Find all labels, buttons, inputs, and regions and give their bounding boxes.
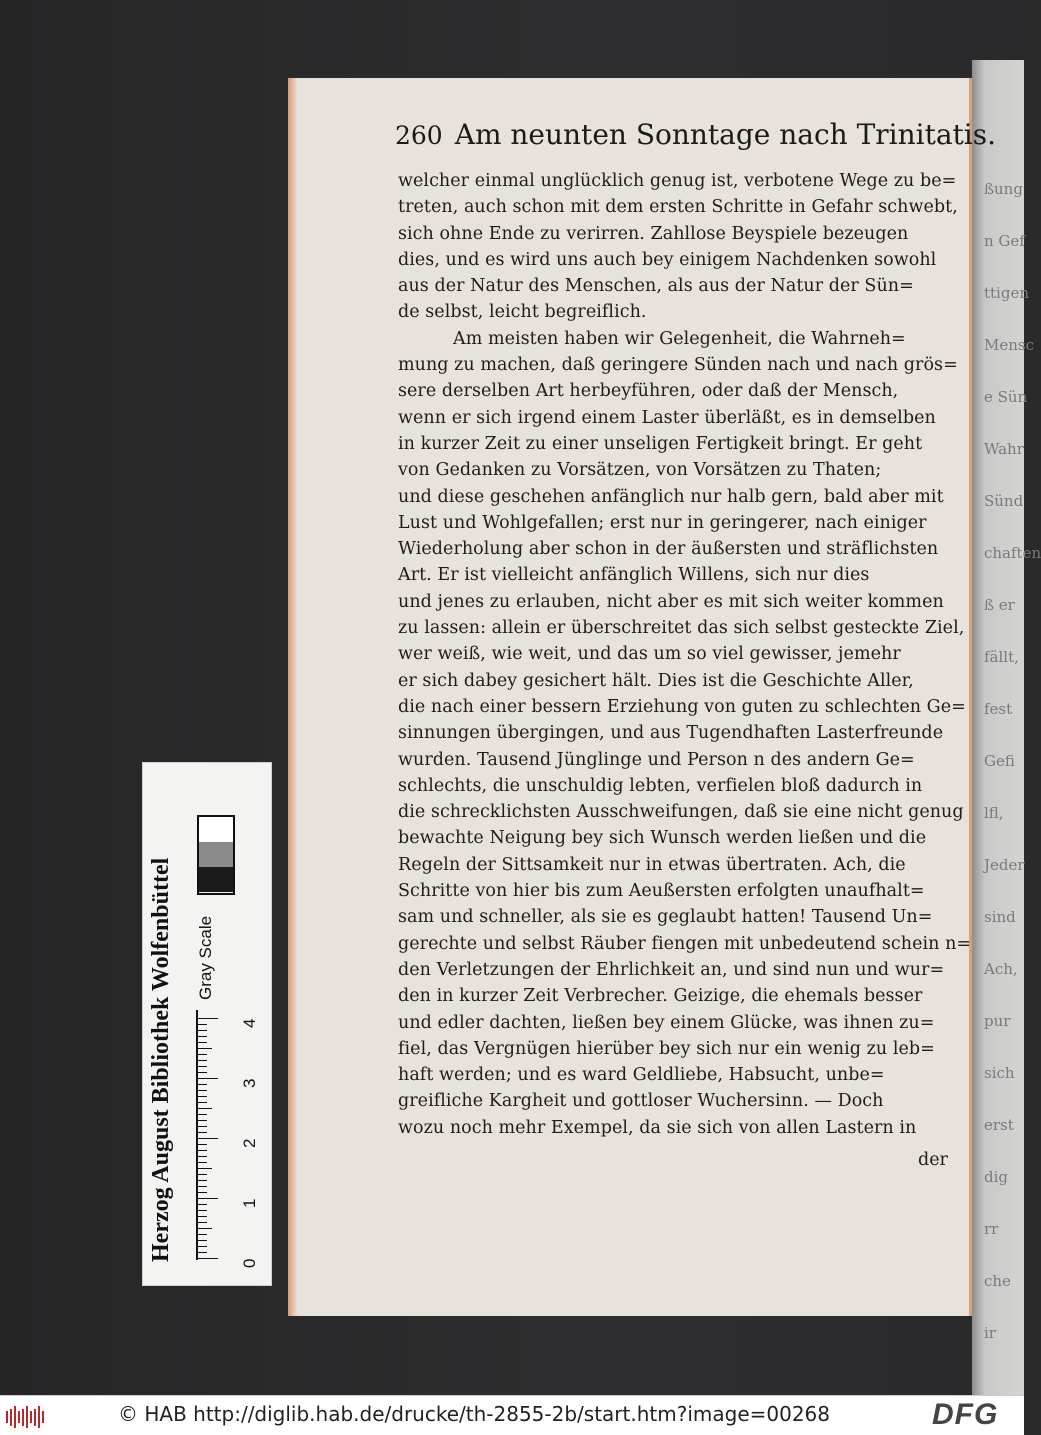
bleed-text: sich <box>984 1064 1015 1082</box>
text-line: zu lassen: allein er überschreitet das sich selbst gesteckte Ziel, <box>398 618 965 639</box>
text-line: haft werden; und es ward Geldliebe, Habsucht, unbe= <box>398 1065 885 1086</box>
ruler-number: 0 <box>240 1258 259 1268</box>
bleed-text: Mensc <box>984 336 1034 354</box>
ruler-tick <box>198 1018 218 1019</box>
ruler-tick <box>198 1024 207 1025</box>
ruler-tick <box>198 1072 207 1073</box>
text-line: Wiederholung aber schon in der äußersten und sträflichsten <box>398 539 939 560</box>
ruler-tick <box>198 1078 218 1079</box>
body-text <box>398 168 972 1141</box>
bleed-text: ir <box>984 1324 996 1342</box>
text-line: wenn er sich irgend einem Laster überläßt, es in demselben <box>398 407 936 428</box>
bleed-text: ttigen <box>984 284 1029 302</box>
ruler-tick <box>198 1138 218 1139</box>
library-label: Herzog August Bibliothek Wolfenbüttel <box>148 857 174 1262</box>
text-line: den Verletzungen der Ehrlichkeit an, und sind nun und wur= <box>398 959 945 980</box>
bleed-text: n Gef <box>984 232 1025 250</box>
text-line: von Gedanken zu Vorsätzen, von Vorsätzen zu Thaten; <box>398 460 882 481</box>
dfg-logo: DFG <box>932 1398 999 1431</box>
ruler-tick <box>198 1222 207 1223</box>
text-line: fiel, das Vergnügen hierüber bey sich nur ein wenig zu leb= <box>398 1038 935 1059</box>
adjacent-page <box>972 60 1041 1395</box>
ruler <box>196 1010 220 1260</box>
text-line: Lust und Wohlgefallen; erst nur in geringerer, nach einiger <box>398 512 927 533</box>
ruler-tick <box>198 1084 207 1085</box>
text-line: sich ohne Ende zu verirren. Zahllose Beyspiele bezeugen <box>398 223 909 244</box>
ruler-tick <box>198 1150 207 1151</box>
ruler-tick <box>198 1108 212 1109</box>
text-line: gerechte und selbst Räuber fiengen mit unbedeutend schein n= <box>398 933 972 954</box>
gray-swatch <box>199 867 233 892</box>
footer-bar <box>0 1395 1024 1435</box>
ruler-number: 4 <box>240 1018 259 1028</box>
text-line: und edler dachten, ließen bey einem Glücke, was ihnen zu= <box>398 1012 935 1033</box>
ruler-tick <box>198 1132 207 1133</box>
bleed-text: rr <box>984 1220 999 1238</box>
text-line: wurden. Tausend Jünglinge und Person n des andern Ge= <box>398 749 915 770</box>
text-line: bewachte Neigung bey sich Wunsch werden ließen und die <box>398 828 927 849</box>
ruler-tick <box>198 1030 207 1031</box>
text-line: in kurzer Zeit zu einer unseligen Fertigkeit bringt. Er geht <box>398 433 923 454</box>
text-line: de selbst, leicht begreiflich. <box>398 302 647 323</box>
ruler-tick <box>198 1120 207 1121</box>
ruler-tick <box>198 1210 207 1211</box>
ruler-tick <box>198 1090 207 1091</box>
ruler-tick <box>198 1060 207 1061</box>
ruler-tick <box>198 1042 207 1043</box>
text-line: dies, und es wird uns auch bey einigem Nachdenken sowohl <box>398 249 937 270</box>
ruler-tick <box>198 1144 207 1145</box>
text-line: wer weiß, wie weit, und das um so viel gewisser, jemehr <box>398 644 901 665</box>
ruler-tick <box>198 1180 207 1181</box>
bleed-text: Jeder <box>984 856 1025 874</box>
ruler-tick <box>198 1066 207 1067</box>
ruler-tick <box>198 1102 207 1103</box>
catchword: der <box>918 1150 948 1170</box>
ruler-tick <box>198 1174 207 1175</box>
ruler-tick <box>198 1228 212 1229</box>
text-line: aus der Natur des Menschen, als aus der Natur der Sün= <box>398 276 914 297</box>
text-line: und diese geschehen anfänglich nur halb gern, bald aber mit <box>398 486 944 507</box>
bleed-text: ß er <box>984 596 1015 614</box>
ruler-number: 2 <box>240 1138 259 1148</box>
page-title: Am neunten Sonntage nach Trinitatis. <box>454 118 997 151</box>
ruler-tick <box>198 1156 207 1157</box>
ruler-tick <box>198 1198 218 1199</box>
bleed-text: chaften <box>984 544 1041 562</box>
text-line: sam und schneller, als sie es geglaubt hatten! Tausend Un= <box>398 907 933 928</box>
ruler-tick <box>198 1246 207 1247</box>
text-line: die schrecklichsten Ausschweifungen, daß sie eine nicht genug <box>398 802 964 823</box>
text-line: Art. Er ist vielleicht anfänglich Willens, sich nur dies <box>398 565 870 586</box>
footer-link[interactable]: © HAB http://diglib.hab.de/drucke/th-2855-2b/start.htm?image=00268 <box>118 1402 831 1426</box>
ruler-tick <box>198 1192 207 1193</box>
ruler-tick <box>198 1234 207 1235</box>
ruler-tick <box>198 1036 207 1037</box>
bleed-text: lfl, <box>984 804 1004 822</box>
ruler-tick <box>198 1240 207 1241</box>
ruler-tick <box>198 1048 212 1049</box>
page-edge <box>288 78 298 1316</box>
ruler-tick <box>198 1216 207 1217</box>
ruler-tick <box>198 1252 207 1253</box>
gray-swatch <box>199 817 233 842</box>
text-line: mung zu machen, daß geringere Sünden nach und nach grös= <box>398 355 958 376</box>
ruler-tick <box>198 1162 207 1163</box>
ruler-tick <box>198 1168 212 1169</box>
ruler-tick <box>198 1186 207 1187</box>
page-number: 260 <box>395 121 443 150</box>
text-line: sere derselben Art herbeyführen, oder daß der Mensch, <box>398 381 899 402</box>
bleed-text: Sünd <box>984 492 1024 510</box>
bleed-text: erst <box>984 1116 1014 1134</box>
gray-scale-label: Gray Scale <box>196 915 215 1000</box>
text-line: den in kurzer Zeit Verbrecher. Geizige, die ehemals besser <box>398 986 923 1007</box>
bleed-text: ßung <box>984 180 1023 198</box>
hab-logo-icon <box>6 1402 50 1430</box>
text-line: Am meisten haben wir Gelegenheit, die Wahrneh= <box>453 328 906 349</box>
text-line: greifliche Kargheit und gottloser Wuchersinn. — Doch <box>398 1091 884 1112</box>
bleed-text: dig <box>984 1168 1009 1186</box>
bleed-text: Gefi <box>984 752 1015 770</box>
bleed-text: Ach, <box>984 960 1018 978</box>
ruler-tick <box>198 1096 207 1097</box>
ruler-tick <box>198 1114 207 1115</box>
bleed-text: fällt, <box>984 648 1019 666</box>
bleed-text: sind <box>984 908 1016 926</box>
text-line: schlechts, die unschuldig lebten, verfielen bloß dadurch in <box>398 775 923 796</box>
text-line: sinnungen übergingen, und aus Tugendhaften Lasterfreunde <box>398 723 944 744</box>
ruler-tick <box>198 1204 207 1205</box>
bleed-text: pur <box>984 1012 1011 1030</box>
ruler-number: 1 <box>240 1198 259 1208</box>
bleed-text: e Sün <box>984 388 1028 406</box>
gray-swatches <box>197 815 235 895</box>
bleed-text: fest <box>984 700 1013 718</box>
bleed-text: Wahr <box>984 440 1024 458</box>
text-line: und jenes zu erlauben, nicht aber es mit sich weiter kommen <box>398 591 944 612</box>
text-line: Regeln der Sittsamkeit nur in etwas übertraten. Ach, die <box>398 854 906 875</box>
running-head <box>395 118 997 158</box>
ruler-tick <box>198 1258 218 1259</box>
text-line: Schritte von hier bis zum Aeußersten erfolgten unaufhalt= <box>398 881 925 902</box>
text-line: wozu noch mehr Exempel, da sie sich von allen Lastern in <box>398 1117 917 1138</box>
ruler-number: 3 <box>240 1078 259 1088</box>
text-line: welcher einmal unglücklich genug ist, verbotene Wege zu be= <box>398 171 957 191</box>
text-line: die nach einer bessern Erziehung von guten zu schlechten Ge= <box>398 696 966 717</box>
ruler-tick <box>198 1054 207 1055</box>
text-line: er sich dabey gesichert hält. Dies ist die Geschichte Aller, <box>398 670 914 691</box>
bleed-text: che <box>984 1272 1011 1290</box>
ruler-tick <box>198 1126 207 1127</box>
text-line: treten, auch schon mit dem ersten Schritte in Gefahr schwebt, <box>398 197 958 218</box>
gray-swatch <box>199 842 233 867</box>
